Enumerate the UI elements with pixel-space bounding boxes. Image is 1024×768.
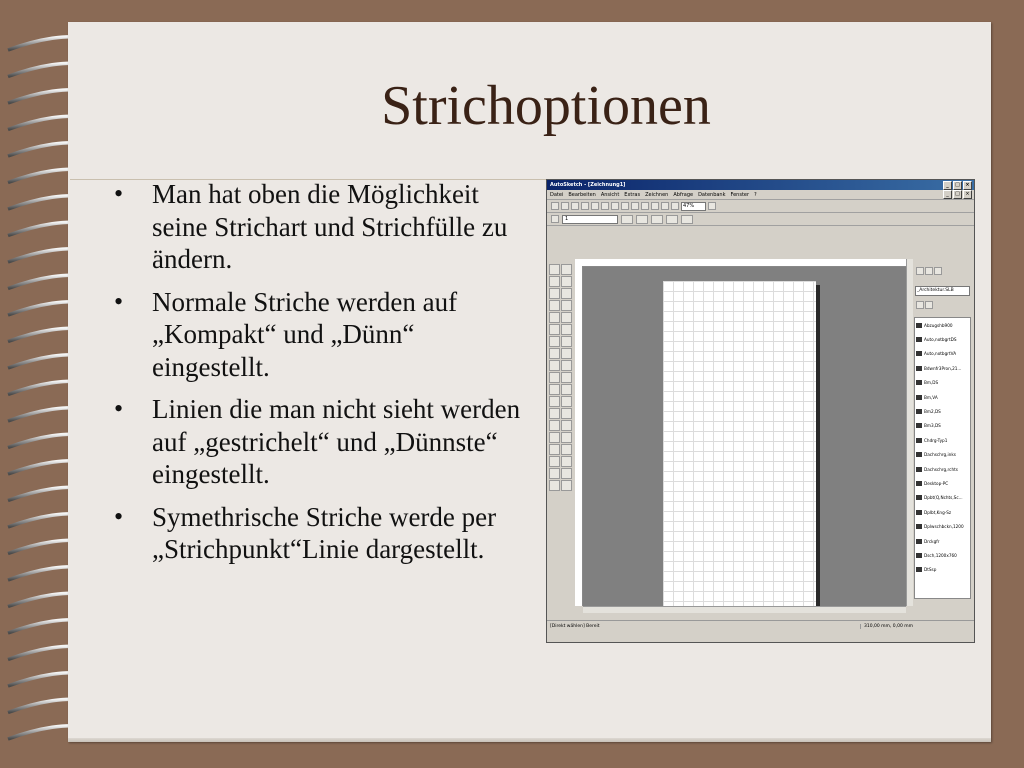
draw-tool-icon[interactable] <box>549 360 560 371</box>
symbol-icon <box>916 553 922 558</box>
symbol-item[interactable] <box>915 419 970 433</box>
symbol-label: Dachschrg,inks <box>924 452 956 458</box>
draw-tool-icon[interactable] <box>561 348 572 359</box>
toolbar-area <box>547 226 974 248</box>
status-text: [Direkt wählen] Bereit <box>550 623 600 629</box>
symbol-item[interactable] <box>915 491 970 505</box>
drawing-canvas[interactable] <box>583 267 906 606</box>
draw-tool-icon[interactable] <box>561 396 572 407</box>
autosketch-screenshot <box>546 179 975 643</box>
draw-tool-icon[interactable] <box>549 264 560 275</box>
symbol-item[interactable] <box>915 361 970 375</box>
symbol-item[interactable] <box>915 433 970 447</box>
draw-tool-icon[interactable] <box>549 480 560 491</box>
symbol-item[interactable] <box>915 404 970 418</box>
app-title: AutoSketch - [Zeichnung1] <box>550 182 626 188</box>
preview-icon[interactable] <box>591 202 599 210</box>
doc-close-icon[interactable]: × <box>963 190 972 199</box>
bullet-item: • Normale Striche werden auf „Kompakt“ und „Dünn“ eingestellt. <box>106 286 526 384</box>
standard-toolbar <box>547 200 974 213</box>
draw-tool-icon[interactable] <box>549 276 560 287</box>
draw-tool-icon[interactable] <box>549 348 560 359</box>
draw-tool-icon[interactable] <box>549 384 560 395</box>
coordinates-readout: 310,00 mm, 0,00 mm <box>860 624 974 629</box>
symbol-label: Bm3,DS <box>924 423 941 429</box>
symbol-icon <box>916 467 922 472</box>
draw-tool-icon[interactable] <box>549 456 560 467</box>
bullet-list <box>106 178 526 576</box>
layer-icon <box>551 215 559 223</box>
symbol-icon <box>916 452 922 457</box>
menu-datei[interactable]: Datei <box>550 191 564 198</box>
vertical-scrollbar[interactable] <box>906 259 913 606</box>
draw-tool-icon[interactable] <box>549 312 560 323</box>
line-width-button[interactable] <box>651 215 663 224</box>
symbol-label: Abzugshb900 <box>924 322 953 328</box>
symbol-list <box>914 317 971 599</box>
symbol-item[interactable] <box>915 448 970 462</box>
paste-icon[interactable] <box>621 202 629 210</box>
symbol-item[interactable] <box>915 462 970 476</box>
symbol-item[interactable] <box>915 390 970 404</box>
symbol-icon <box>916 495 922 500</box>
menu-extras[interactable]: Extras <box>624 191 641 198</box>
close-icon[interactable]: × <box>963 181 972 190</box>
symbol-icon <box>916 539 922 544</box>
symbol-label: Dsch,1200x760 <box>924 552 957 558</box>
symbol-item[interactable] <box>915 476 970 490</box>
bullet-item: • Man hat oben die Möglichkeit seine Strichart und Strichfülle zu ändern. <box>106 178 526 276</box>
draw-tool-icon[interactable] <box>561 408 572 419</box>
bullet-item: • Linien die man nicht sieht werden auf „gestrichelt“ und „Dünnste“ eingestellt. <box>106 393 526 491</box>
database-tab-icon[interactable] <box>934 267 942 275</box>
symbol-label: Bdwnfr3Pron,21... <box>924 365 962 371</box>
draw-tool-icon[interactable] <box>561 480 572 491</box>
snap-icon[interactable] <box>661 202 669 210</box>
layers-tab-icon[interactable] <box>925 267 933 275</box>
zoom-icon[interactable] <box>671 202 679 210</box>
line-color-button[interactable] <box>621 215 633 224</box>
draw-tool-icon[interactable] <box>561 384 572 395</box>
symbol-item[interactable] <box>915 376 970 390</box>
symbol-tab-icon[interactable] <box>916 267 924 275</box>
app-titlebar <box>547 180 974 190</box>
save-icon[interactable] <box>571 202 579 210</box>
symbol-icon <box>916 481 922 486</box>
property-toolbar <box>547 213 974 226</box>
draw-tool-icon[interactable] <box>549 444 560 455</box>
draw-toolbox <box>549 263 573 503</box>
draw-tool-icon[interactable] <box>549 408 560 419</box>
horizontal-scrollbar[interactable] <box>583 606 906 613</box>
status-bar <box>547 620 974 631</box>
symbol-label: Desktop-PC <box>924 480 949 486</box>
draw-tool-icon[interactable] <box>549 468 560 479</box>
symbol-item[interactable] <box>915 548 970 562</box>
symbol-icon <box>916 409 922 414</box>
symbol-item[interactable] <box>915 318 970 332</box>
symbol-label: Dachschrg,rchts <box>924 466 958 472</box>
line-style-button[interactable] <box>636 215 648 224</box>
library-select[interactable]: _Architektur.SLB <box>915 286 970 296</box>
draw-tool-icon[interactable] <box>561 312 572 323</box>
draw-tool-icon[interactable] <box>561 324 572 335</box>
symbol-icon <box>916 366 922 371</box>
copy-icon[interactable] <box>611 202 619 210</box>
open-icon[interactable] <box>561 202 569 210</box>
draw-tool-icon[interactable] <box>561 300 572 311</box>
layer-select[interactable]: 1 <box>562 215 618 224</box>
draw-tool-icon[interactable] <box>561 288 572 299</box>
top-ruler <box>575 259 906 267</box>
symbol-label: Dpbt(Q,Nchts,Sc... <box>924 495 963 501</box>
minimize-icon[interactable]: _ <box>943 181 952 190</box>
zoom-select[interactable]: 47% <box>681 202 706 211</box>
draw-tool-icon[interactable] <box>549 432 560 443</box>
symbol-item[interactable] <box>915 332 970 346</box>
symbol-label: Bm2,DS <box>924 409 941 415</box>
symbol-icon <box>916 380 922 385</box>
symbol-label: Bm,VA <box>924 394 938 400</box>
symbol-label: Auto,notbgrtVA <box>924 351 957 357</box>
menu-zeichnen[interactable]: Zeichnen <box>645 191 669 198</box>
symbol-icon <box>916 337 922 342</box>
symbol-icon <box>916 423 922 428</box>
undo-icon[interactable] <box>631 202 639 210</box>
draw-tool-icon[interactable] <box>561 432 572 443</box>
workspace <box>547 259 974 631</box>
bullet-item: • Symethrische Striche werde per „Strichpunkt“Linie dargestellt. <box>106 501 526 566</box>
doc-restore-icon[interactable]: □ <box>953 190 962 199</box>
folder-icon[interactable] <box>916 301 924 309</box>
draw-tool-icon[interactable] <box>561 360 572 371</box>
new-icon[interactable] <box>551 202 559 210</box>
draw-tool-icon[interactable] <box>561 444 572 455</box>
symbol-item[interactable] <box>915 347 970 361</box>
symbol-panel <box>913 263 971 618</box>
slide-title: Strichoptionen <box>381 75 711 137</box>
grid-icon[interactable] <box>651 202 659 210</box>
menu-ansicht[interactable]: Ansicht <box>600 191 620 198</box>
symbol-label: Auto,notbgrtDS <box>924 337 957 343</box>
symbol-item[interactable] <box>915 563 970 577</box>
draw-tool-icon[interactable] <box>561 420 572 431</box>
view-icon[interactable] <box>925 301 933 309</box>
symbol-icon <box>916 567 922 572</box>
left-ruler <box>575 266 583 606</box>
symbol-label: Dplbt,Kng-Sz <box>924 509 952 515</box>
menu-datenbank[interactable]: Datenbank <box>698 191 726 198</box>
symbol-icon <box>916 510 922 515</box>
menu-bearbeiten[interactable]: Bearbeiten <box>568 191 596 198</box>
menu-abfrage[interactable]: Abfrage <box>673 191 694 198</box>
draw-tool-icon[interactable] <box>561 264 572 275</box>
draw-tool-icon[interactable] <box>561 468 572 479</box>
app-menubar <box>547 190 974 200</box>
redo-icon[interactable] <box>641 202 649 210</box>
draw-tool-icon[interactable] <box>549 336 560 347</box>
symbol-item[interactable] <box>915 534 970 548</box>
menu-fenster[interactable]: Fenster <box>730 191 750 198</box>
symbol-icon <box>916 395 922 400</box>
symbol-icon <box>916 438 922 443</box>
draw-tool-icon[interactable] <box>561 456 572 467</box>
fill-button[interactable] <box>666 215 678 224</box>
draw-tool-icon[interactable] <box>561 372 572 383</box>
draw-tool-icon[interactable] <box>549 396 560 407</box>
draw-tool-icon[interactable] <box>549 300 560 311</box>
draw-tool-icon[interactable] <box>549 372 560 383</box>
doc-minimize-icon[interactable]: _ <box>943 190 952 199</box>
fill-pattern-button[interactable] <box>681 215 693 224</box>
cut-icon[interactable] <box>601 202 609 210</box>
symbol-label: Chdrg-Typ1 <box>924 437 948 443</box>
symbol-label: DtSsp <box>924 567 937 573</box>
draw-tool-icon[interactable] <box>549 420 560 431</box>
draw-tool-icon[interactable] <box>561 276 572 287</box>
draw-tool-icon[interactable] <box>549 324 560 335</box>
print-icon[interactable] <box>581 202 589 210</box>
page-edge <box>68 738 991 742</box>
symbol-label: Dplwschbckn,1200 <box>924 524 964 530</box>
symbol-icon <box>916 351 922 356</box>
help-icon[interactable] <box>708 202 716 210</box>
maximize-icon[interactable]: □ <box>953 181 962 190</box>
draw-tool-icon[interactable] <box>549 288 560 299</box>
symbol-label: Bm,DS <box>924 380 939 386</box>
symbol-icon <box>916 323 922 328</box>
draw-tool-icon[interactable] <box>561 336 572 347</box>
symbol-item[interactable] <box>915 519 970 533</box>
symbol-item[interactable] <box>915 505 970 519</box>
symbol-icon <box>916 524 922 529</box>
drawing-sheet[interactable] <box>663 281 816 606</box>
symbol-label: Drckgfr <box>924 538 940 544</box>
menu-help[interactable]: ? <box>754 191 757 198</box>
